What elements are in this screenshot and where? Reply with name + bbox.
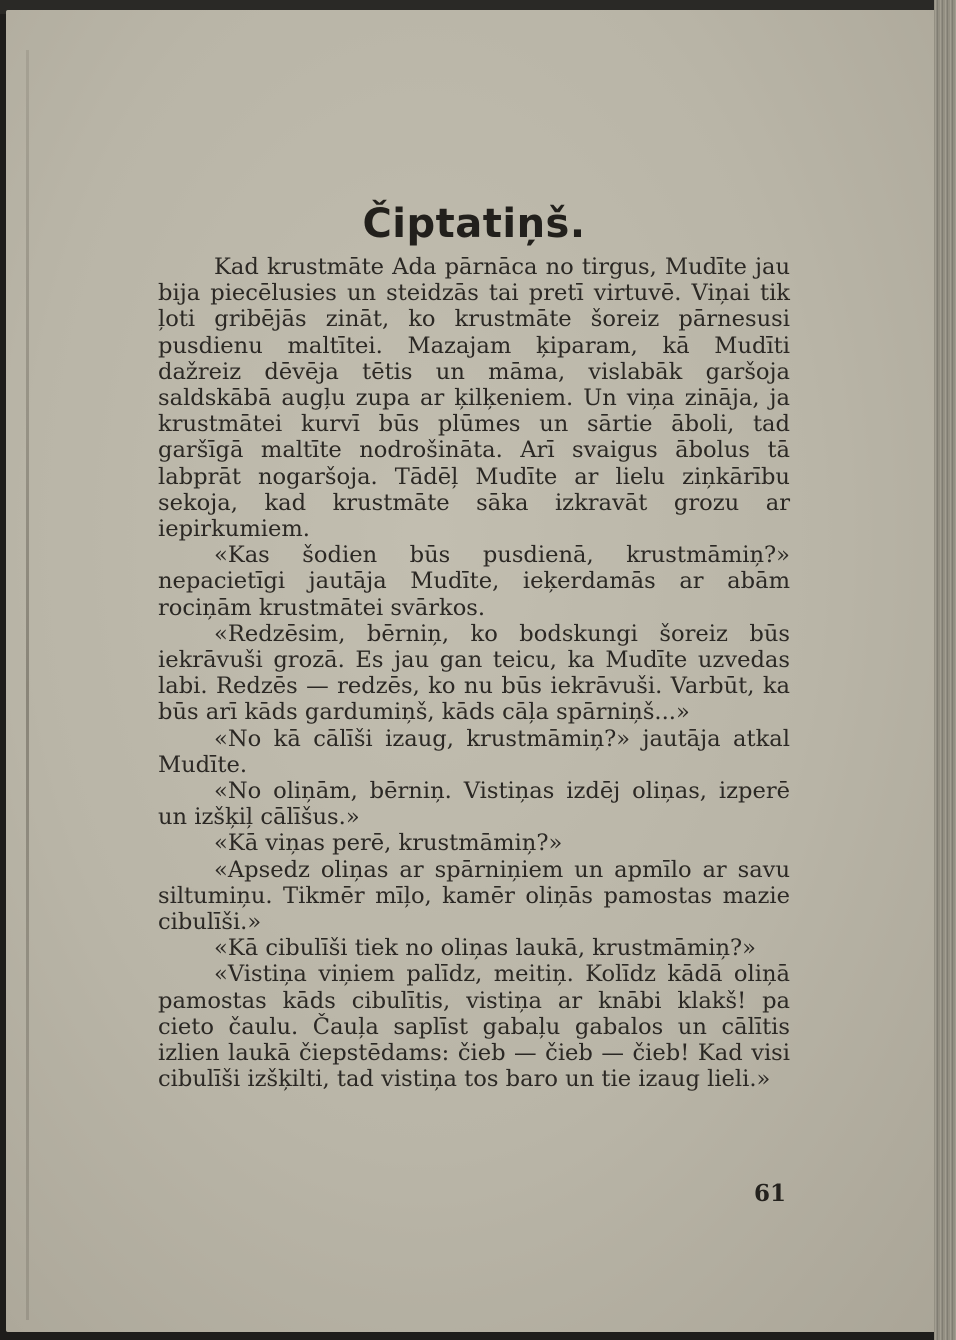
gutter-shadow bbox=[26, 50, 29, 1320]
paragraph: «Kas šodien būs pusdienā, krustmāmiņ?» nepacietīgi jautāja Mudīte, ieķerdamās ar abām rociņām krustmātei svārkos. bbox=[158, 542, 790, 621]
paragraph: «Vistiņa viņiem palīdz, meitiņ. Kolīdz kādā oliņā pamostas kāds cibulītis, vistiņa ar knābi klakš! pa cieto čaulu. Čauļa saplīst gabaļu gabalos un cālītis izlien laukā čiepstēdams: čieb — čieb — čieb! Kad visi cibulīši izšķilti, tad vistiņa tos baro un tie izaug lieli.» bbox=[158, 961, 790, 1093]
chapter-title: Čiptatiņš. bbox=[362, 201, 586, 247]
paragraph: «Redzēsim, bērniņ, ko bodskungi šoreiz būs iekrāvuši grozā. Es jau gan teicu, ka Mudīte uzvedas labi. Redzēs — redzēs, ko nu būs iekrāvuši. Varbūt, ka būs arī kāds gardumiņš, kāds cāļa spārniņš...» bbox=[158, 620, 790, 726]
page-content bbox=[158, 200, 790, 1093]
page-number: 61 bbox=[754, 1180, 787, 1207]
page-stack-edge bbox=[934, 0, 956, 1340]
paragraph: Kad krustmāte Ada pārnāca no tirgus, Mudīte jau bija piecēlusies un steidzās tai pretī virtuvē. Viņai tik ļoti gribējās zināt, ko krustmāte šoreiz pārnesusi pusdienu maltītei. Mazajam ķiparam, kā Mudīti dažreiz dēvēja tētis un māma, vislabāk garšoja saldskābā augļu zupa ar ķilķeniem. Un viņa zināja, ja krustmātei kurvī būs plūmes un sārtie āboli, tad garšīgā maltīte nodrošināta. Arī svaigus ābolus tā labprāt nogaršoja. Tādēļ Mudīte ar lielu ziņkārību sekoja, kad krustmāte sāka izkravāt grozu ar iepirkumiem. bbox=[158, 254, 790, 543]
paragraph: «Kā cibulīši tiek no oliņas laukā, krustmāmiņ?» bbox=[214, 935, 756, 962]
paragraph: «No kā cālīši izaug, krustmāmiņ?» jautāja atkal Mudīte. bbox=[158, 725, 790, 778]
book-page bbox=[6, 10, 936, 1332]
paragraph: «Kā viņas perē, krustmāmiņ?» bbox=[214, 830, 563, 857]
paragraph: «No oliņām, bērniņ. Vistiņas izdēj oliņas, izperē un izšķiļ cālīšus.» bbox=[158, 778, 790, 831]
paragraph: «Apsedz oliņas ar spārniņiem un apmīlo ar savu siltumiņu. Tikmēr mīļo, kamēr oliņās pamostas mazie cibulīši.» bbox=[158, 856, 790, 936]
